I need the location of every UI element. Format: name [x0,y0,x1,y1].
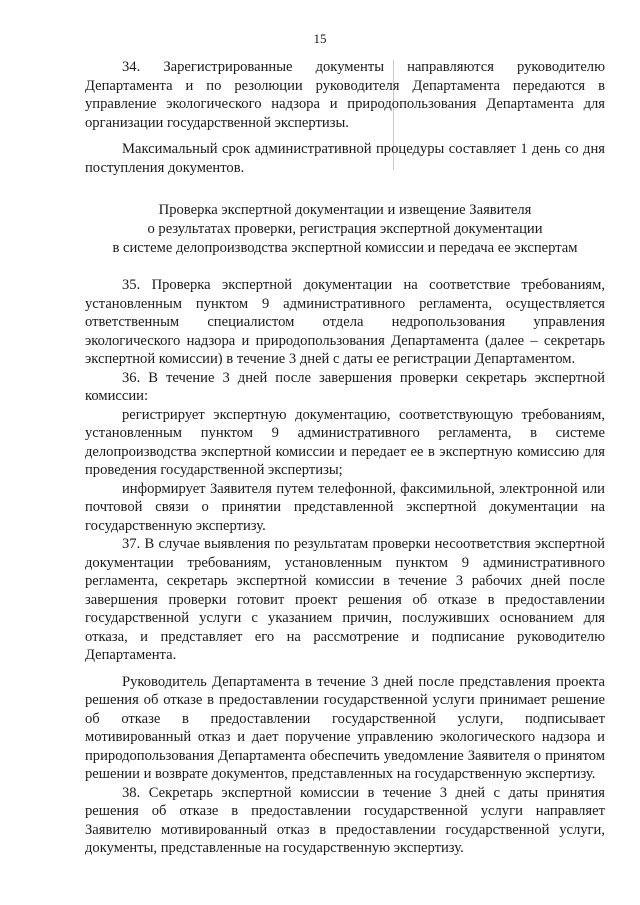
section-heading-line: в системе делопроизводства экспертной комиссии и передача ее экспертам [112,240,578,256]
page-number: 15 [313,31,327,46]
paragraph-35: 35. Проверка экспертной документации на соответствие требованиям, установленным пунктом 9 административного регламента, осуществляется ответственным специалистом отдела недропользования управления экологического надзора и природопользования Департамента (далее – секретарь экспертной комиссии) в течение 3 дней с даты ее регистрации Департаментом. [85,277,605,367]
paragraph-38: 38. Секретарь экспертной комиссии в течение 3 дней с даты принятия решения об отказе в предоставлении государственной услуги направляет Заявителю мотивированный отказ в предоставлении государственной услуги, документы, представленные на государственную экспертизу. [85,784,605,856]
section-heading [85,201,605,258]
paragraph-37-head-decision: Руководитель Департамента в течение 3 дней после представления проекта решения об отказе в предоставлении государственной услуги принимает решение об отказе в предоставлении государственной услуги, подписывает мотивированный отказ и дает поручение управлению экологического надзора и природопользования Департамента обеспечить уведомление Заявителя о принятом решении и возврате документов, представленных на государственную экспертизу. [85,673,605,782]
paragraph-34: 34. Зарегистрированные документы направляются руководителю Департамента и по резолюции руководителя Департамента передаются в управление экологического надзора и природопользования Департамента для организации государственной экспертизы. [85,59,605,131]
document-body [85,58,605,858]
section-heading-line: Проверка экспертной документации и извещение Заявителя [158,202,532,218]
paragraph-36-item-inform: информирует Заявителя путем телефонной, факсимильной, электронной или почтовой связи о принятии представленной экспертной документации на государственную экспертизу. [85,480,605,534]
paragraph-34-deadline: Максимальный срок административной процедуры составляет 1 день со дня поступления документов. [85,141,605,176]
paragraph-36: 36. В течение 3 дней после завершения проверки секретарь экспертной комиссии: [85,369,605,404]
paragraph-37: 37. В случае выявления по результатам проверки несоответствия экспертной документации требованиям, установленным пунктом 9 административного регламента, секретарь экспертной комиссии в течение 3 рабочих дней после завершения проверки готовит проект решения об отказе в предоставлении государственной услуги с указанием причин, послуживших основанием для отказа, и представляет его на рассмотрение и подписание руководителю Департамента. [85,536,605,663]
paragraph-36-item-register: регистрирует экспертную документацию, соответствующую требованиям, установленным пунктом 9 административного регламента, в системе делопроизводства экспертной комиссии и передает ее в экспертную комиссию для проведения государственной экспертизы; [85,406,605,478]
section-heading-line: о результатах проверки, регистрация экспертной документации [147,221,543,237]
